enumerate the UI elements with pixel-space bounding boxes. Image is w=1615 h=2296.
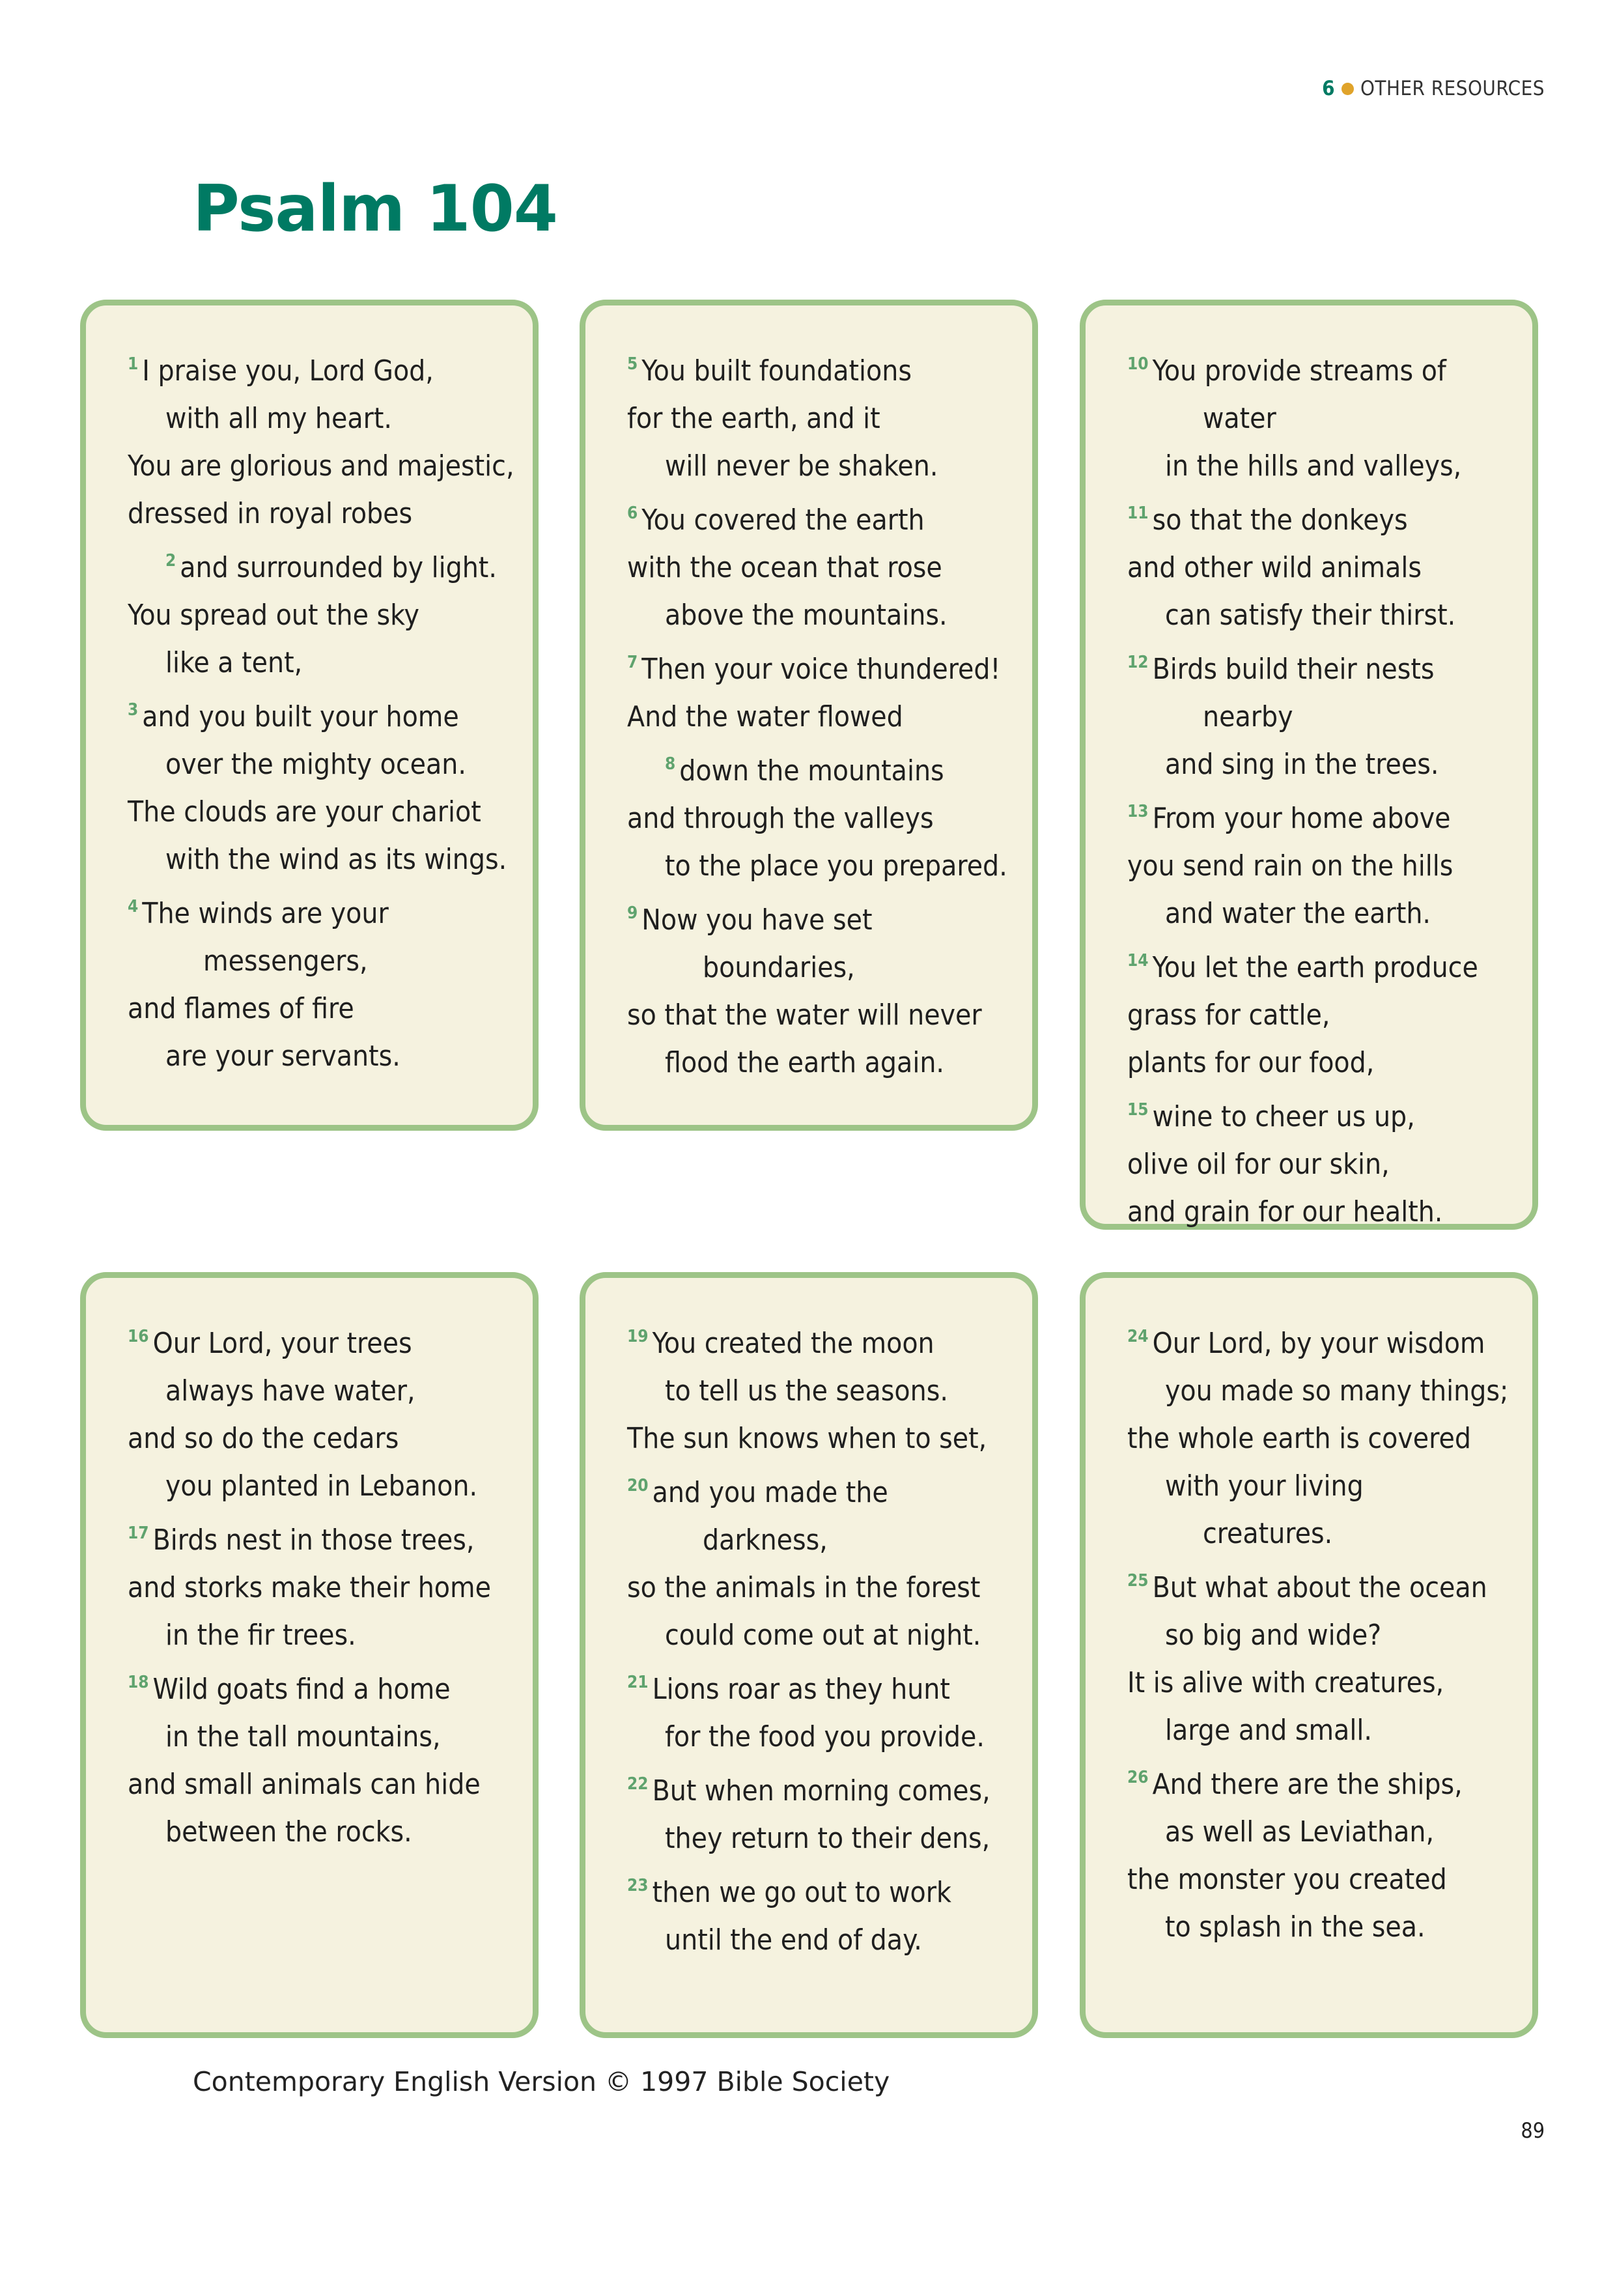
verse-text: as well as Leviathan, [1165, 1815, 1435, 1849]
verse-number: 13 [1127, 802, 1149, 821]
verse-number: 26 [1127, 1768, 1149, 1787]
verse-line [1127, 1313, 1532, 1367]
verse-line [1127, 1611, 1532, 1659]
verse-text: I praise you, Lord God, [142, 354, 434, 388]
verse-text: above the mountains. [665, 599, 948, 632]
verse-line [128, 1367, 533, 1415]
verse-line [1127, 591, 1532, 639]
verse-text: From your home above [1152, 802, 1451, 835]
verse-line [627, 1611, 1032, 1659]
verse-line [627, 944, 1032, 991]
verse-text: down the mountains [679, 754, 944, 787]
verse-number: 7 [627, 653, 638, 672]
verse-text: you made so many things; [1165, 1374, 1509, 1408]
verse-line [627, 639, 1032, 693]
verse-number: 6 [627, 503, 638, 523]
verse-text: and you made the [652, 1476, 888, 1509]
verse-line [627, 544, 1032, 591]
verse-line [1127, 341, 1532, 395]
verse-line [1127, 788, 1532, 842]
verse-text: and other wild animals [1127, 551, 1422, 584]
verse-line [128, 1313, 533, 1367]
verse-text: in the fir trees. [165, 1619, 356, 1652]
verse-text: Birds build their nests [1152, 653, 1435, 686]
verse-line [128, 442, 533, 490]
verse-line [128, 1462, 533, 1510]
verse-number: 9 [627, 903, 638, 923]
verse-line [1127, 395, 1532, 442]
verse-line [627, 1916, 1032, 1964]
verse-text: can satisfy their thirst. [1165, 599, 1456, 632]
verse-text: water [1203, 402, 1276, 435]
verse-number: 21 [627, 1673, 649, 1692]
verse-line [1127, 1188, 1532, 1236]
verse-text: nearby [1203, 700, 1293, 733]
verse-line [627, 1713, 1032, 1761]
verse-line [128, 1659, 533, 1713]
verse-text: to splash in the sea. [1165, 1910, 1425, 1944]
verse-text: and flames of fire [128, 992, 354, 1025]
verse-line [128, 1713, 533, 1761]
verse-text: messengers, [203, 944, 368, 978]
verse-text: grass for cattle, [1127, 999, 1330, 1032]
verse-text: and storks make their home [128, 1571, 491, 1604]
verse-line [627, 741, 1032, 795]
verse-text: for the food you provide. [665, 1720, 985, 1753]
verse-text: so big and wide? [1165, 1619, 1382, 1652]
verse-text: over the mighty ocean. [165, 748, 466, 781]
verse-text: with the ocean that rose [627, 551, 942, 584]
verse-line [1127, 1856, 1532, 1903]
verse-line [627, 1313, 1032, 1367]
verse-line [627, 795, 1032, 842]
verse-line [627, 490, 1032, 544]
verse-text: to tell us the seasons. [665, 1374, 948, 1408]
verse-line [128, 639, 533, 687]
verse-number: 12 [1127, 653, 1149, 672]
verse-number: 23 [627, 1876, 649, 1895]
verse-line [1127, 991, 1532, 1039]
verse-number: 19 [627, 1327, 649, 1346]
verse-line [1127, 442, 1532, 490]
verse-line [128, 537, 533, 591]
verse-number: 20 [627, 1476, 649, 1495]
verse-text: for the earth, and it [627, 402, 880, 435]
verse-line [1127, 1367, 1532, 1415]
verse-text: Then your voice thundered! [641, 653, 1001, 686]
verse-line [627, 442, 1032, 490]
verse-text: You created the moon [652, 1327, 934, 1360]
verse-card-3 [1080, 300, 1538, 1230]
verse-text: until the end of day. [665, 1923, 922, 1957]
verse-number: 5 [627, 354, 638, 374]
verse-text: with your living [1165, 1469, 1364, 1503]
verse-number: 25 [1127, 1571, 1149, 1591]
verse-text: And the water flowed [627, 700, 903, 733]
verse-text: You provide streams of [1152, 354, 1446, 388]
verse-line [627, 1039, 1032, 1086]
verse-text: You spread out the sky [128, 599, 419, 632]
section-number: 6 [1322, 77, 1335, 100]
verse-text: large and small. [1165, 1714, 1372, 1747]
verse-line [1127, 490, 1532, 544]
verse-text: It is alive with creatures, [1127, 1666, 1444, 1699]
verse-line [627, 591, 1032, 639]
verse-line [128, 687, 533, 741]
verse-line [627, 693, 1032, 741]
verse-text: so that the donkeys [1152, 503, 1408, 537]
verse-text: And there are the ships, [1152, 1768, 1463, 1801]
verse-text: between the rocks. [165, 1815, 412, 1849]
verse-text: You built foundations [641, 354, 912, 388]
verse-text: But when morning comes, [652, 1774, 990, 1807]
verse-line [1127, 842, 1532, 890]
running-header [1322, 77, 1545, 100]
page-title: Psalm 104 [193, 172, 557, 246]
verse-line [1127, 1808, 1532, 1856]
verse-text: and through the valleys [627, 802, 934, 835]
verse-line [627, 1815, 1032, 1862]
verse-line [1127, 1557, 1532, 1611]
verse-text: and grain for our health. [1127, 1195, 1443, 1228]
verse-line [128, 1611, 533, 1659]
verse-text: like a tent, [165, 646, 303, 679]
verse-line [128, 341, 533, 395]
verse-text: and sing in the trees. [1165, 748, 1439, 781]
verse-text: then we go out to work [652, 1876, 951, 1909]
verse-line [128, 788, 533, 836]
verse-text: olive oil for our skin, [1127, 1148, 1390, 1181]
verse-line [627, 890, 1032, 944]
verse-text: You let the earth produce [1152, 951, 1478, 984]
verse-line [128, 741, 533, 788]
verse-text: you planted in Lebanon. [165, 1469, 478, 1503]
page-number: 89 [1521, 2118, 1545, 2143]
verse-line [627, 1564, 1032, 1611]
verse-text: plants for our food, [1127, 1046, 1375, 1079]
verse-line [1127, 890, 1532, 937]
verse-line [627, 1415, 1032, 1462]
verse-text: to the place you prepared. [665, 849, 1007, 883]
verse-text: creatures. [1203, 1517, 1333, 1550]
verse-line [1127, 1039, 1532, 1086]
verse-card-1 [80, 300, 539, 1131]
verse-text: so that the water will never [627, 999, 982, 1032]
verse-line [128, 883, 533, 937]
verse-text: boundaries, [703, 951, 855, 984]
verse-text: with the wind as its wings. [165, 843, 507, 876]
verse-text: Lions roar as they hunt [652, 1673, 950, 1706]
verse-line [627, 395, 1032, 442]
verse-text: You covered the earth [641, 503, 925, 537]
verse-line [128, 1032, 533, 1080]
verse-line [1127, 1086, 1532, 1141]
verse-number: 1 [128, 354, 139, 374]
copyright-note: Contemporary English Version © 1997 Bible Society [193, 2066, 890, 2097]
verse-line [1127, 693, 1532, 741]
verse-line [1127, 1141, 1532, 1188]
verse-text: and surrounded by light. [180, 551, 497, 584]
verse-text: so the animals in the forest [627, 1571, 981, 1604]
verse-text: always have water, [165, 1374, 415, 1408]
verse-line [627, 991, 1032, 1039]
verse-line [128, 591, 533, 639]
verse-line [128, 1761, 533, 1808]
verse-number: 16 [128, 1327, 149, 1346]
verse-text: Now you have set [641, 903, 873, 937]
verse-text: The clouds are your chariot [128, 795, 481, 829]
verse-line [128, 490, 533, 537]
verse-text: the monster you created [1127, 1863, 1447, 1896]
verse-line [128, 937, 533, 985]
verse-text: Our Lord, your trees [152, 1327, 412, 1360]
verse-number: 4 [128, 897, 139, 916]
verse-line [1127, 1415, 1532, 1462]
verse-line [128, 985, 533, 1032]
verse-text: But what about the ocean [1152, 1571, 1487, 1604]
verse-number: 24 [1127, 1327, 1149, 1346]
verse-text: flood the earth again. [665, 1046, 944, 1079]
verse-line [1127, 937, 1532, 991]
verse-card-2 [580, 300, 1038, 1131]
verse-line [1127, 741, 1532, 788]
verse-text: they return to their dens, [665, 1822, 990, 1855]
verse-text: could come out at night. [665, 1619, 981, 1652]
verse-text: Wild goats find a home [152, 1673, 451, 1706]
verse-text: Birds nest in those trees, [152, 1524, 475, 1557]
verse-number: 15 [1127, 1100, 1149, 1120]
verse-text: and water the earth. [1165, 897, 1431, 930]
verse-text: You are glorious and majestic, [128, 449, 514, 483]
bullet-dot-icon [1341, 83, 1354, 95]
verse-text: wine to cheer us up, [1152, 1100, 1415, 1133]
verse-text: The sun knows when to set, [627, 1422, 987, 1455]
verse-line [1127, 1903, 1532, 1951]
verse-text: you send rain on the hills [1127, 849, 1454, 883]
verse-line [128, 1564, 533, 1611]
verse-text: with all my heart. [165, 402, 392, 435]
verse-number: 14 [1127, 951, 1149, 971]
verse-number: 2 [165, 551, 176, 571]
verse-number: 18 [128, 1673, 149, 1692]
verse-line [1127, 1510, 1532, 1557]
verse-line [627, 1367, 1032, 1415]
verse-line [128, 1415, 533, 1462]
verse-text: are your servants. [165, 1040, 400, 1073]
verse-line [627, 1862, 1032, 1916]
verse-card-5 [580, 1272, 1038, 2038]
verse-line [128, 1510, 533, 1564]
verse-number: 17 [128, 1524, 149, 1543]
verse-line [627, 1761, 1032, 1815]
verse-text: The winds are your [142, 897, 389, 930]
verse-text: and you built your home [142, 700, 459, 733]
verse-text: dressed in royal robes [128, 497, 413, 530]
verse-line [627, 341, 1032, 395]
verse-line [1127, 544, 1532, 591]
verse-number: 22 [627, 1774, 649, 1794]
verse-line [128, 395, 533, 442]
verse-text: the whole earth is covered [1127, 1422, 1471, 1455]
verse-text: darkness, [703, 1524, 828, 1557]
verse-card-4 [80, 1272, 539, 2038]
verse-number: 11 [1127, 503, 1149, 523]
verse-line [1127, 639, 1532, 693]
verse-line [128, 1808, 533, 1856]
verse-number: 8 [665, 754, 676, 774]
verse-line [627, 1659, 1032, 1713]
verse-text: in the hills and valleys, [1165, 449, 1462, 483]
verse-line [1127, 1707, 1532, 1754]
section-title: OTHER RESOURCES [1360, 77, 1545, 100]
verse-line [627, 842, 1032, 890]
verse-number: 3 [128, 700, 139, 720]
verse-line [627, 1516, 1032, 1564]
verse-line [1127, 1659, 1532, 1707]
verse-text: will never be shaken. [665, 449, 938, 483]
verse-text: and small animals can hide [128, 1768, 481, 1801]
verse-text: Our Lord, by your wisdom [1152, 1327, 1485, 1360]
verse-line [627, 1462, 1032, 1516]
verse-number: 10 [1127, 354, 1149, 374]
verse-text: and so do the cedars [128, 1422, 399, 1455]
verse-line [1127, 1754, 1532, 1808]
verse-card-6 [1080, 1272, 1538, 2038]
verse-line [1127, 1462, 1532, 1510]
verse-line [128, 836, 533, 883]
verse-text: in the tall mountains, [165, 1720, 441, 1753]
